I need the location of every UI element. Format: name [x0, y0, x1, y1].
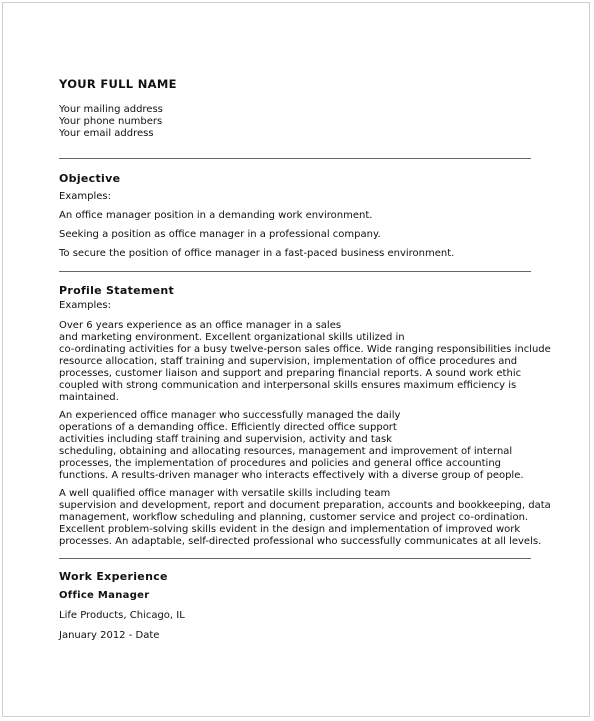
paragraph-line: processes, customer liaison and support and preparing financial reports. A sound work ethic: [59, 368, 522, 379]
paragraph-line: maintained.: [59, 392, 119, 403]
paragraph-line: processes, the implementation of procedures and policies and general office accounting: [59, 458, 502, 469]
paragraph-line: coupled with strong communication and interpersonal skills ensures maximum efficiency is: [59, 380, 517, 391]
profile-heading: Profile Statement: [59, 284, 175, 297]
job-title: Office Manager: [59, 590, 150, 601]
paragraph-line: activities including staff training and supervision, activity and task: [59, 434, 392, 445]
paragraph-line: Over 6 years experience as an office manager in a sales: [59, 320, 342, 331]
work-experience-heading: Work Experience: [59, 570, 168, 583]
profile-paragraph-2: [59, 410, 531, 482]
paragraph-line: and marketing environment. Excellent organizational skills utilized in: [59, 332, 405, 343]
section-divider: [59, 558, 531, 559]
paragraph-line: An experienced office manager who successfully managed the daily: [59, 410, 401, 421]
objective-example-3: To secure the position of office manager in a fast-paced business environment.: [59, 248, 455, 259]
email-address: Your email address: [59, 128, 154, 139]
paragraph-line: management, workflow scheduling and planning, customer service and project co-ordination.: [59, 512, 529, 523]
profile-paragraph-1: [59, 320, 551, 404]
paragraph-line: resource allocation, staff training and supervision, implementation of office procedures and: [59, 356, 518, 367]
paragraph-line: supervision and development, report and document preparation, accounts and bookkeeping, data: [59, 500, 551, 511]
mailing-address: Your mailing address: [59, 104, 163, 115]
objective-example-1: An office manager position in a demanding work environment.: [59, 210, 373, 221]
paragraph-line: processes. An adaptable, self-directed professional who successfully communicates at all levels.: [59, 536, 542, 547]
profile-examples-label: Examples:: [59, 300, 111, 311]
objective-example-2: Seeking a position as office manager in a professional company.: [59, 229, 381, 240]
paragraph-line: A well qualified office manager with versatile skills including team: [59, 488, 391, 499]
section-divider: [59, 158, 531, 159]
paragraph-line: scheduling, obtaining and allocating resources, management and improvement of internal: [59, 446, 513, 457]
contact-block: [59, 104, 531, 140]
objective-examples-label: Examples:: [59, 191, 111, 202]
paragraph-line: Excellent problem-solving skills evident in the design and implementation of improved work: [59, 524, 521, 535]
section-divider: [59, 271, 531, 272]
resume-document: [59, 77, 551, 642]
objective-heading: Objective: [59, 172, 121, 185]
phone-numbers: Your phone numbers: [59, 116, 163, 127]
profile-paragraph-3: [59, 488, 551, 548]
paragraph-line: functions. A results-driven manager who interacts effectively with a diverse group of people.: [59, 470, 524, 481]
paragraph-line: operations of a demanding office. Efficiently directed office support: [59, 422, 397, 433]
paragraph-line: co-ordinating activities for a busy twelve-person sales office. Wide ranging responsibilities include: [59, 344, 551, 355]
employment-dates: January 2012 - Date: [59, 630, 160, 641]
full-name-heading: YOUR FULL NAME: [59, 77, 177, 91]
company-location: Life Products, Chicago, IL: [59, 610, 185, 621]
